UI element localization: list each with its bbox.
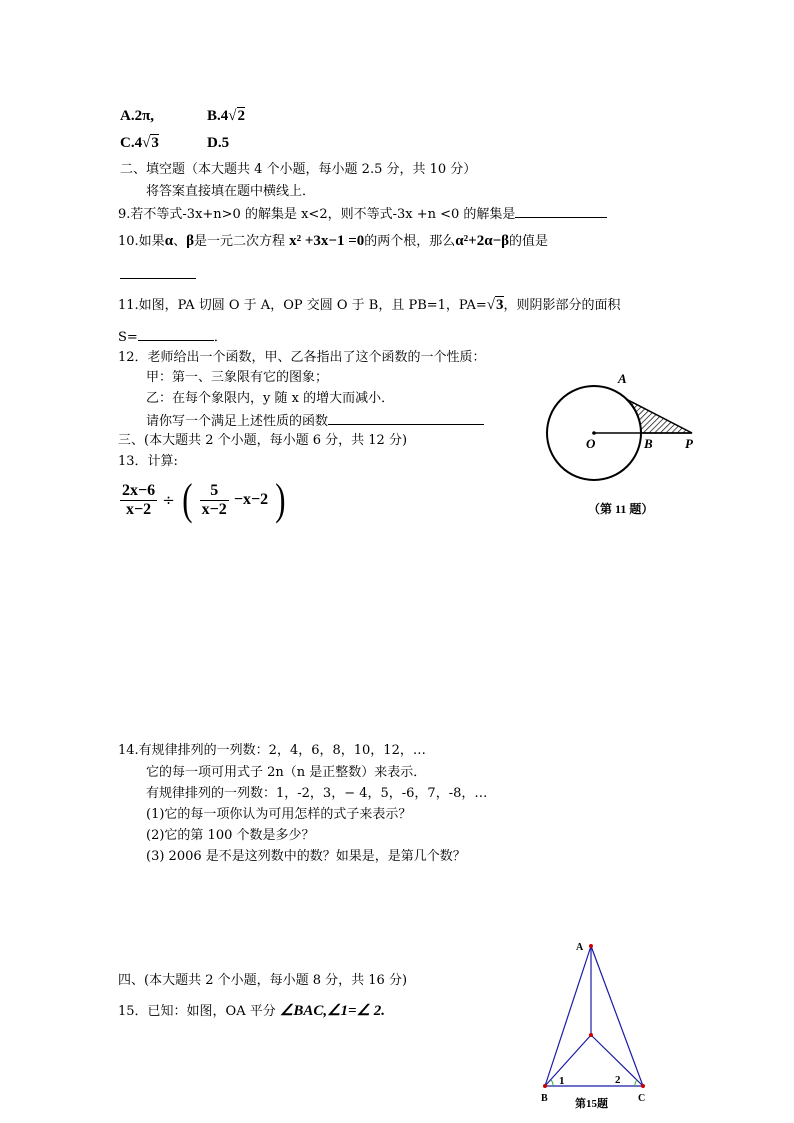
figure-15-caption: 第15题 [575, 1098, 608, 1110]
question-11-answer: S= ． [118, 330, 227, 345]
label-a: A [576, 942, 584, 953]
angle-2-arc [635, 1080, 637, 1086]
section2-heading: 二、填空题（本大题共 4 个小题，每小题 2.5 分，共 10 分） [120, 162, 477, 177]
side-ac [591, 946, 643, 1086]
question-9: 9.若不等式-3x+n>0 的解集是 x<2，则不等式-3x +n <0 的解集是 [118, 205, 607, 223]
answer-blank-11[interactable] [138, 328, 214, 341]
segment-ob [545, 1035, 591, 1086]
label-o: O [586, 436, 596, 451]
answer-blank-12[interactable] [328, 412, 484, 425]
figure-11 [538, 368, 718, 524]
question-14-line3: 有规律排列的一列数：1，-2，3，− 4，5，-6，7，-8，… [146, 786, 488, 801]
question-14-line2: 它的每一项可用式子 2n（n 是正整数）来表示． [146, 765, 427, 780]
question-11: 11.如图，PA 切圆 O 于 A，OP 交圆 O 于 B，且 PB=1，PA=√3，则阴影部分的面积 [118, 297, 621, 313]
point-a [589, 944, 593, 948]
question-14: 14.有规律排列的一列数：2，4，6，8，10，12，… [118, 743, 426, 758]
option-d: D.5 [207, 135, 230, 151]
question-13-expression: $\frac{2x-6}{x-2}$ ÷ ( $\frac{5}{x-2}$ −x−2 ) [122, 475, 286, 524]
question-14-sub3: (3) 2006 是不是这列数中的数？如果是，是第几个数？ [146, 849, 466, 864]
point-c [641, 1084, 645, 1088]
label-2: 2 [615, 1074, 621, 1086]
option-b: B.4√2 [207, 108, 245, 124]
angle-1-arc [551, 1080, 553, 1086]
question-14-sub2: (2)它的第 100 个数是多少？ [146, 828, 315, 843]
label-1: 1 [559, 1075, 565, 1087]
question-12-ask: 请你写一个满足上述性质的函数 [146, 412, 484, 430]
section4-heading: 四、(本大题共 2 个小题，每小题 8 分，共 16 分) [118, 973, 408, 988]
side-ab [545, 946, 591, 1086]
option-c: C.4√3 [120, 135, 159, 151]
label-c: C [638, 1093, 646, 1104]
answer-blank-10[interactable] [120, 266, 196, 284]
question-12: 12．老师给出一个函数，甲、乙各指出了这个函数的一个性质： [118, 350, 486, 365]
question-12-yi: 乙：在每个象限内，y 随 x 的增大而减小． [146, 391, 395, 406]
shaded-region [626, 399, 692, 433]
figure-15 [535, 936, 660, 1116]
question-12-jia: 甲：第一、三象限有它的图象； [146, 370, 329, 385]
point-o [589, 1033, 593, 1037]
option-a: A.2π, [120, 108, 155, 124]
figure-11-caption: （第 11 题） [588, 502, 654, 516]
point-b [543, 1084, 547, 1088]
question-10: 10.如果α、β是一元二次方程 x² +3x−1 =0的两个根，那么α²+2α−β的值是 [118, 233, 549, 249]
label-a: A [618, 371, 627, 386]
section3-heading: 三、(本大题共 2 个小题，每小题 6 分，共 12 分) [118, 433, 408, 448]
label-b: B [541, 1093, 548, 1104]
answer-blank-9[interactable] [515, 205, 607, 218]
fraction-2: $\frac{5}{x-2}$ [201, 481, 227, 518]
question-13: 13．计算: [118, 454, 178, 469]
label-b: B [644, 436, 653, 451]
question-15: 15．已知：如图，OA 平分 ∠BAC,∠1=∠ 2. [118, 1003, 386, 1019]
question-14-sub1: (1)它的每一项你认为可用怎样的式子来表示？ [146, 807, 412, 822]
center-point [592, 431, 596, 435]
fraction-1: $\frac{2x-6}{x-2}$ [122, 481, 156, 518]
label-p: P [685, 436, 693, 451]
section2-instruction: 将答案直接填在题中横线上． [146, 184, 316, 199]
